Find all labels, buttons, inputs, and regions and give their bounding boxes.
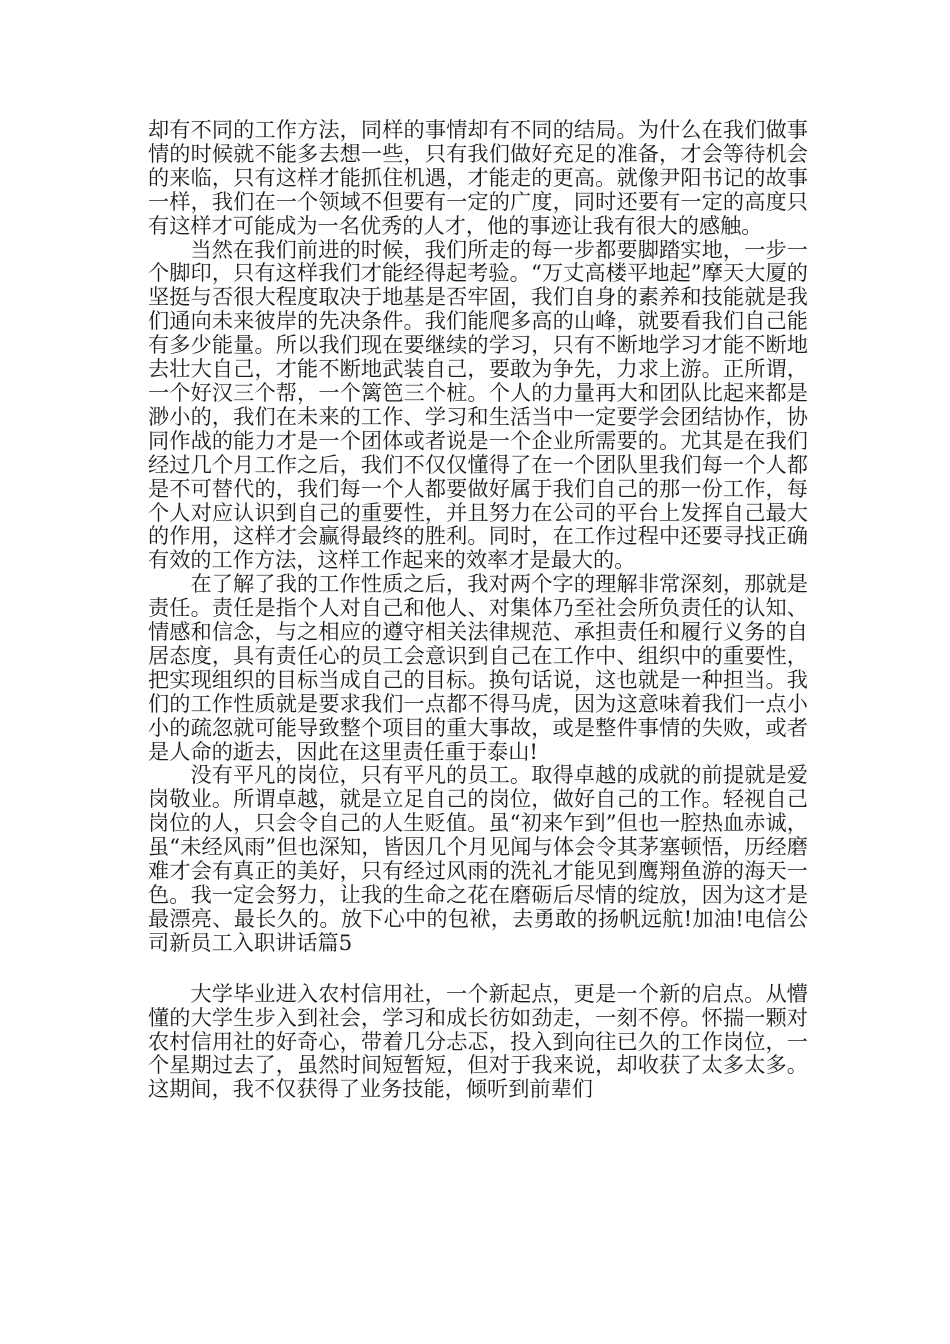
paragraph-1: 却有不同的工作方法，同样的事情却有不同的结局。为什么在我们做事情的时候就不能多去想一些，只有我们做好充足的准备，才会等待机会的来临，只有这样才能抓住机遇，才能走的更高。就像尹阳书记的故事一样，我们在一个领域不但要有一定的广度，同时还要有一定的高度只有这样才可能成为一名优秀的人才，他的事迹让我有很大的感触。 [148,117,808,238]
paragraph-gap [148,955,808,982]
document-body [148,118,808,1101]
paragraph-4: 没有平凡的岗位，只有平凡的员工。取得卓越的成就的前提就是爱岗敬业。所谓卓越，就是立足自己的岗位，做好自己的工作。轻视自己岗位的人，只会令自己的人生贬值。虽“初来乍到”但也一腔热血赤诚，虽“未经风雨”但也深知，皆因几个月见闻与体会令其茅塞顿悟，历经磨难才会有真正的美好，只有经过风雨的洗礼才能见到鹰翔鱼游的海天一色。我一定会努力，让我的生命之花在磨砺后尽情的绽放，因为这才是最漂亮、最长久的。放下心中的包袱，去勇敢的扬帆远航!加油!电信公司新员工入职讲话篇5 [148,762,808,955]
paragraph-5: 大学毕业进入农村信用社，一个新起点，更是一个新的启点。从懵懂的大学生步入到社会，学习和成长彷如劲走，一刻不停。怀揣一颗对农村信用社的好奇心，带着几分忐忑，投入到向往已久的工作岗位，一个星期过去了，虽然时间短暂短，但对于我来说，却收获了太多太多。这期间，我不仅获得了业务技能，倾听到前辈们 [148,980,808,1102]
paragraph-3: 在了解了我的工作性质之后，我对两个字的理解非常深刻，那就是责任。责任是指个人对自己和他人、对集体乃至社会所负责任的认知、情感和信念，与之相应的遵守相关法律规范、承担责任和履行义务的自居态度，具有责任心的员工会意识到自己在工作中、组织中的重要性，把实现组织的目标当成自己的目标。换句话说，这也就是一种担当。我们的工作性质就是要求我们一点都不得马虎，因为这意味着我们一点小小的疏忽就可能导致整个项目的重大事故，或是整件事情的失败，或者是人命的逝去，因此在这里责任重于泰山! [148,571,808,764]
paragraph-2: 当然在我们前进的时候，我们所走的每一步都要脚踏实地，一步一个脚印，只有这样我们才能经得起考验。“万丈高楼平地起”摩天大厦的坚挺与否很大程度取决于地基是否牢固，我们自身的素养和技能就是我们通向未来彼岸的先决条件。我们能爬多高的山峰，就要看我们自己能有多少能量。所以我们现在要继续的学习，只有不断地学习才能不断地去壮大自己，才能不断地武装自己，要敢为争先，力求上游。正所谓，一个好汉三个帮，一个篱笆三个桩。个人的力量再大和团队比起来都是渺小的，我们在未来的工作、学习和生活当中一定要学会团结协作，协同作战的能力才是一个团体或者说是一个企业所需要的。尤其是在我们经过几个月工作之后，我们不仅仅懂得了在一个团队里我们每一个人都是不可替代的，我们每一个人都要做好属于我们自己的那一份工作，每个人对应认识到自己的重要性，并且努力在公司的平台上发挥自己最大的作用，这样才会赢得最终的胜利。同时，在工作过程中还要寻找正确有效的工作方法，这样工作起来的效率才是最大的。 [148,236,808,573]
